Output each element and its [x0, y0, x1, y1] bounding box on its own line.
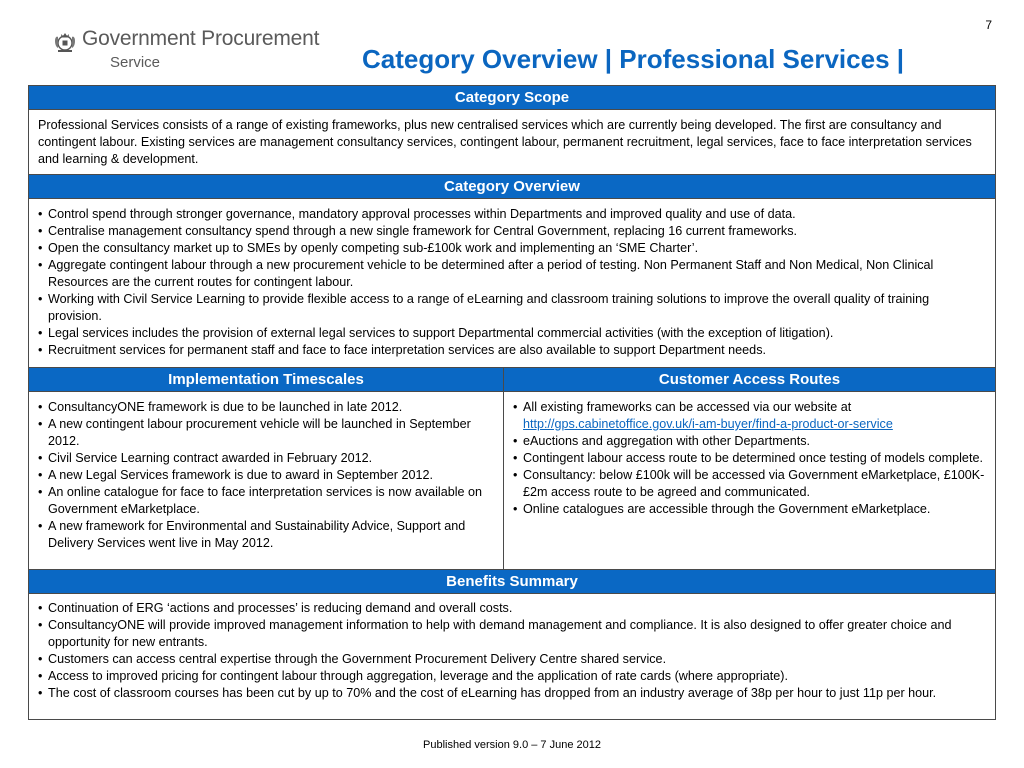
implementation-timescales-header: Implementation Timescales: [29, 368, 503, 392]
footer-version: Published version 9.0 – 7 June 2012: [423, 739, 601, 751]
content-frame: [28, 85, 996, 720]
list-item: • Aggregate contingent labour through a new procurement vehicle to be determined after a period of testing. Non Permanent Staff and Non Medical, Non Clinical Resources are the current routes for contingent labour.: [38, 257, 986, 291]
category-scope-header: Category Scope: [29, 86, 995, 110]
list-item: • Access to improved pricing for contingent labour through aggregation, leverage and the application of rate cards (where appropriate).: [38, 668, 986, 685]
list-item: • Continuation of ERG ‘actions and processes’ is reducing demand and overall costs.: [38, 600, 986, 617]
list-item: • Consultancy: below £100k will be accessed via Government eMarketplace, £100K-£2m access route to be agreed and communicated.: [513, 467, 986, 501]
benefits-summary-header: Benefits Summary: [29, 570, 995, 594]
list-item: • Legal services includes the provision of external legal services to support Departmental commercial activities (with the exception of litigation).: [38, 325, 986, 342]
list-item: • An online catalogue for face to face interpretation services is now available on Government eMarketplace.: [38, 484, 494, 518]
list-item: • eAuctions and aggregation with other Departments.: [513, 433, 986, 450]
list-item: [513, 399, 986, 433]
benefits-summary-list: [38, 600, 986, 702]
list-item: • Recruitment services for permanent staff and face to face interpretation services are also available to support Department needs.: [38, 342, 986, 359]
list-item: • Customers can access central expertise through the Government Procurement Delivery Centre shared service.: [38, 651, 986, 668]
customer-access-routes-list: [513, 399, 986, 518]
category-overview-header: Category Overview: [29, 175, 995, 199]
page-number: 7: [985, 18, 992, 32]
logo-subname: Service: [110, 54, 161, 71]
customer-access-routes-header: Customer Access Routes: [504, 368, 995, 392]
benefits-summary-body: [29, 594, 995, 719]
category-scope-text: Professional Services consists of a range of existing frameworks, plus new centralised services which are currently being developed. The first are consultancy and contingent labour. Existing services are management consultancy services, contingent labour, permanent recruitment, legal services, face to face interpretation services and learning & development.: [29, 110, 995, 175]
gps-website-link[interactable]: http://gps.cabinetoffice.gov.uk/i-am-buyer/find-a-product-or-service: [523, 417, 893, 431]
list-item: • Centralise management consultancy spend through a new single framework for Central Government, replacing 16 current frameworks.: [38, 223, 986, 240]
list-item: • ConsultancyONE will provide improved management information to help with demand management and compliance. It is also designed to offer greater choice and opportunity for new entrants.: [38, 617, 986, 651]
access-website-text: All existing frameworks can be accessed via our website at: [523, 400, 852, 414]
list-item: • ConsultancyONE framework is due to be launched in late 2012.: [38, 399, 494, 416]
gps-logo: [52, 28, 319, 70]
list-item: • A new Legal Services framework is due to award in September 2012.: [38, 467, 494, 484]
list-item: • A new contingent labour procurement vehicle will be launched in September 2012.: [38, 416, 494, 450]
category-overview-body: [29, 199, 995, 368]
royal-crest-icon: [52, 28, 78, 54]
category-overview-list: [38, 206, 986, 359]
implementation-timescales-body: [29, 392, 503, 569]
list-item: • The cost of classroom courses has been cut by up to 70% and the cost of eLearning has dropped from an industry average of 38p per hour to just 11p per hour.: [38, 685, 986, 702]
logo-name: Government Procurement: [82, 27, 320, 50]
list-item: • Control spend through stronger governance, mandatory approval processes within Departments and improved quality and use of data.: [38, 206, 986, 223]
list-item: • Open the consultancy market up to SMEs by openly competing sub-£100k work and implementing an ‘SME Charter’.: [38, 240, 986, 257]
list-item: • Contingent labour access route to be determined once testing of models complete.: [513, 450, 986, 467]
list-item: • Online catalogues are accessible through the Government eMarketplace.: [513, 501, 986, 518]
customer-access-routes-column: [504, 368, 995, 569]
page-title: Category Overview | Professional Services |: [362, 44, 905, 74]
implementation-timescales-column: [29, 368, 504, 569]
list-item: • A new framework for Environmental and Sustainability Advice, Support and Delivery Services went live in May 2012.: [38, 518, 494, 552]
list-item: • Civil Service Learning contract awarded in February 2012.: [38, 450, 494, 467]
timescales-access-row: [29, 368, 995, 570]
implementation-timescales-list: [38, 399, 494, 552]
customer-access-routes-body: [504, 392, 995, 569]
list-item: • Working with Civil Service Learning to provide flexible access to a range of eLearning and classroom training solutions to improve the overall quality of training provision.: [38, 291, 986, 325]
